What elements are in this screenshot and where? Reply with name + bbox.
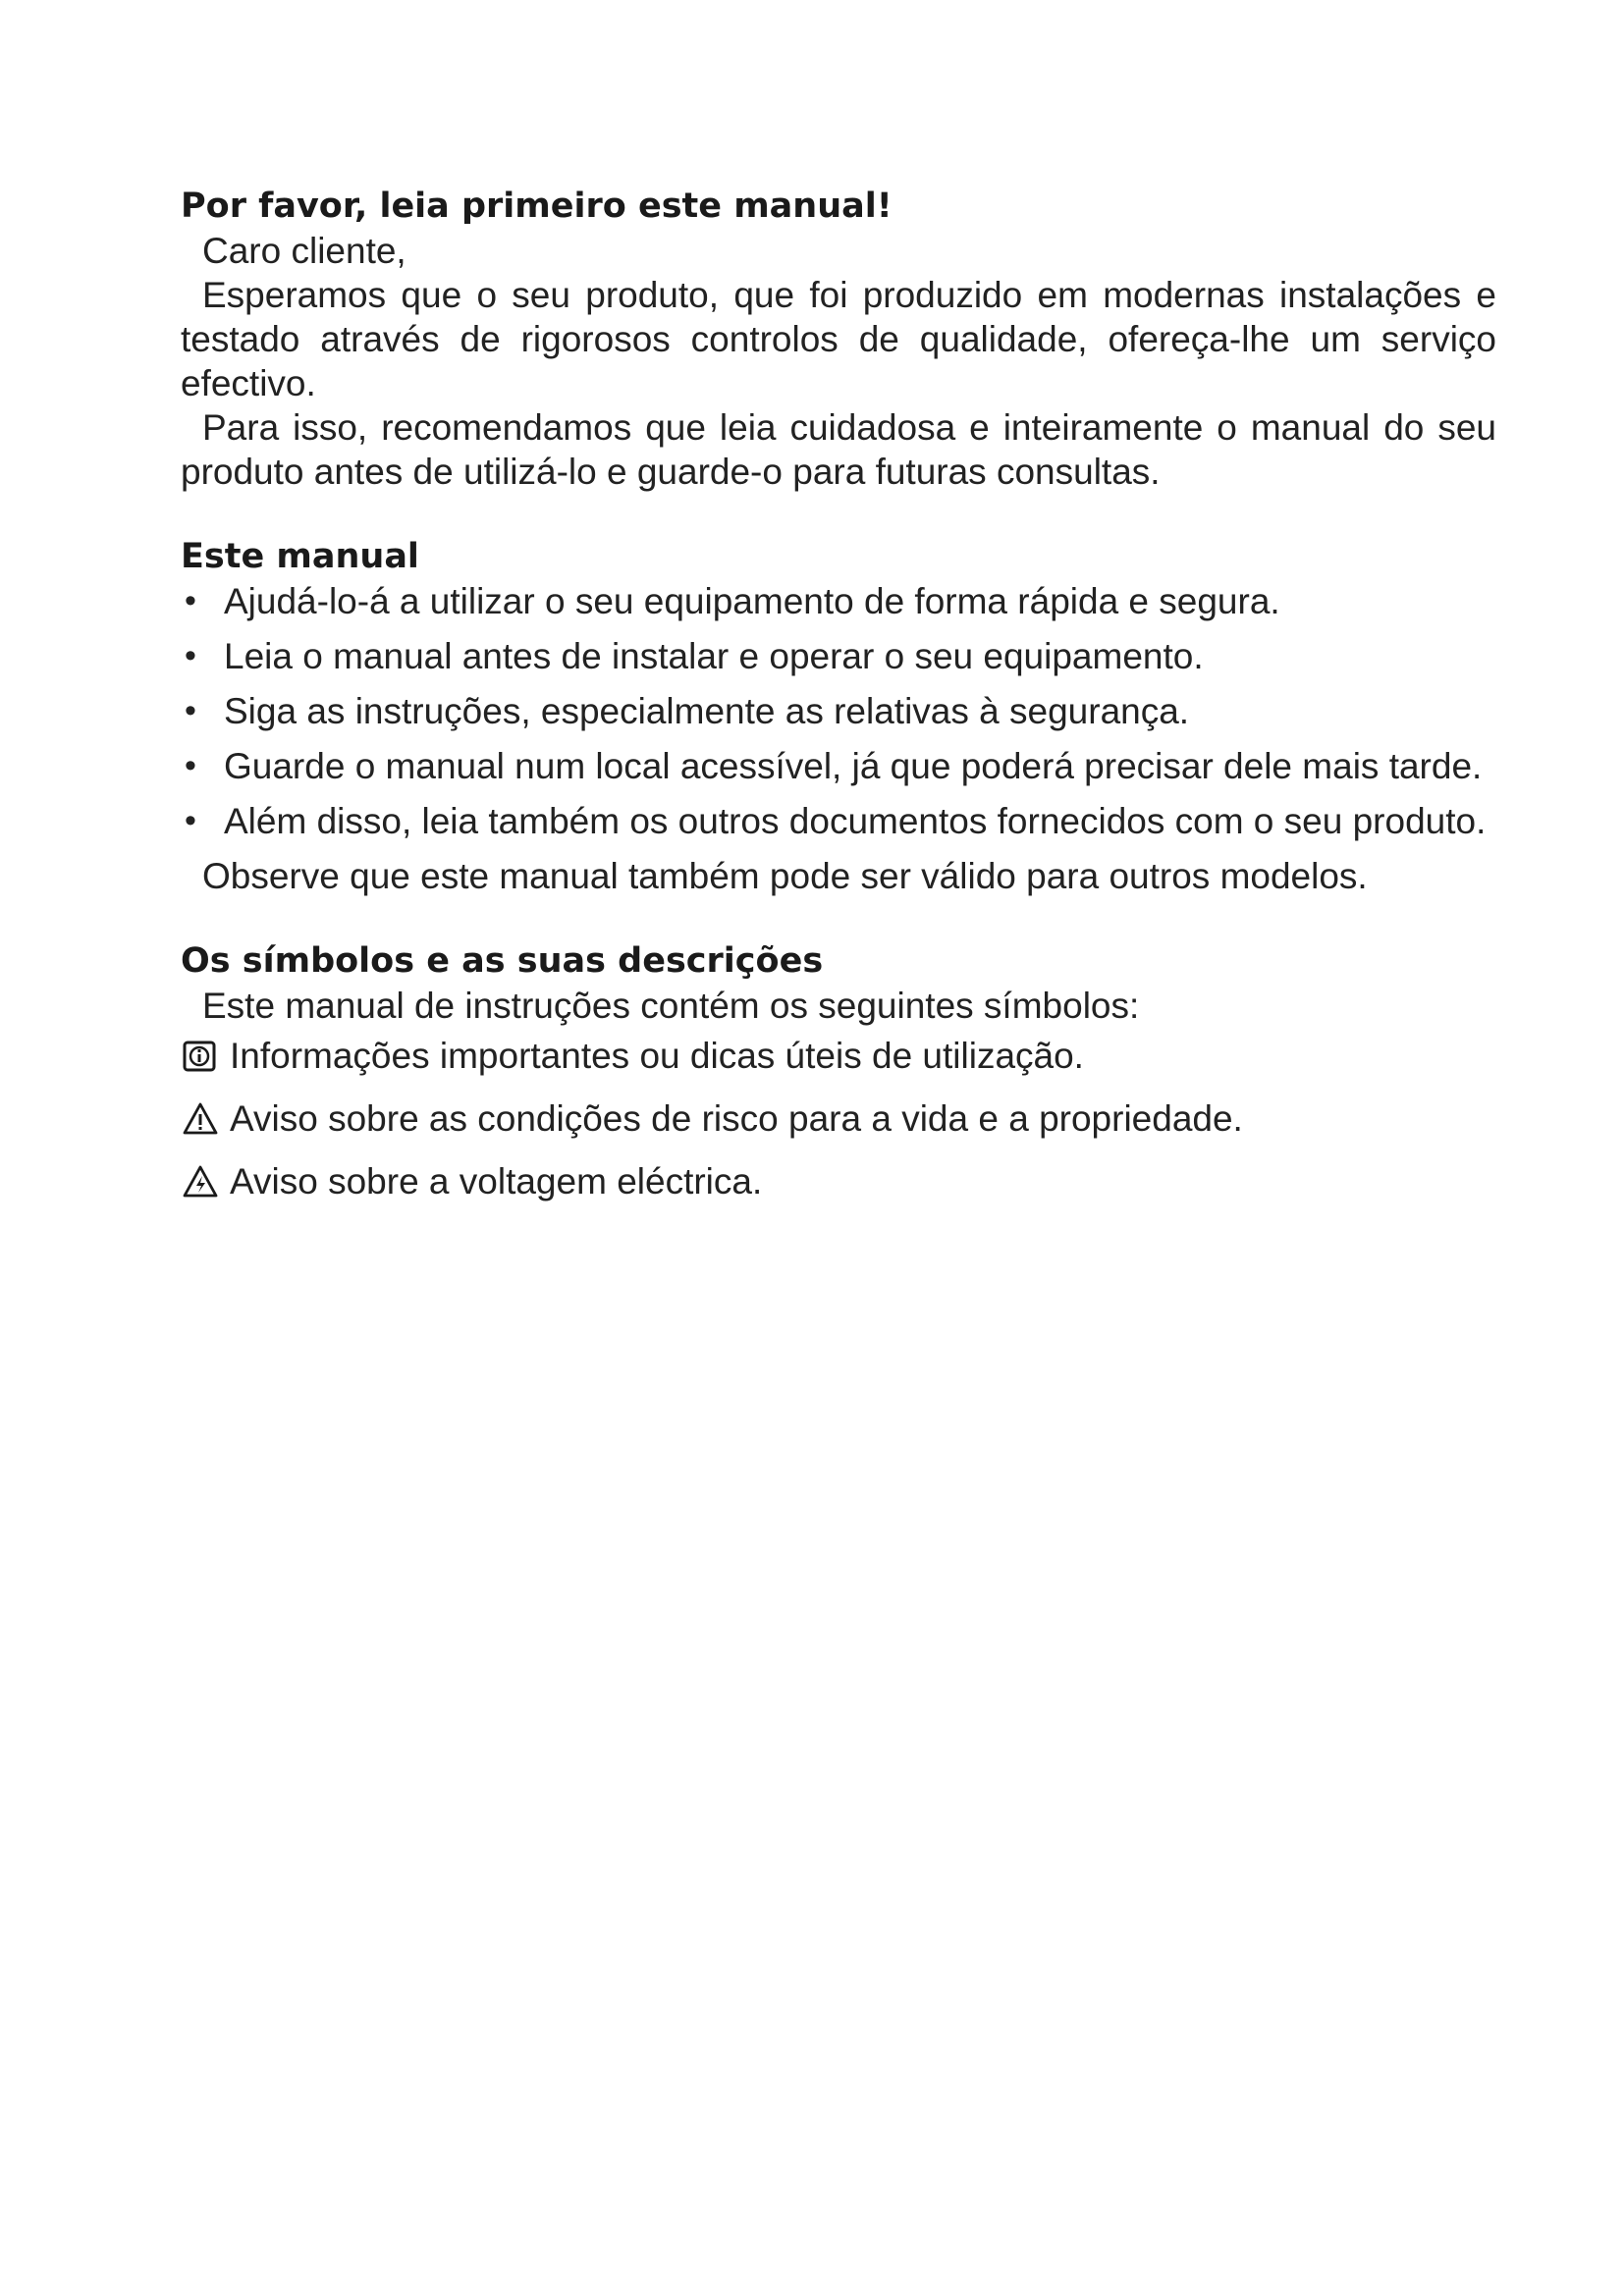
symbol-description: Aviso sobre a voltagem eléctrica. <box>230 1161 763 1201</box>
models-note: Observe que este manual também pode ser válido para outros modelos. <box>202 856 1368 896</box>
symbols-heading: Os símbolos e as suas descrições <box>181 941 824 981</box>
symbol-row-electric <box>181 1159 1496 1203</box>
info-icon <box>181 1037 220 1076</box>
symbol-row-info <box>181 1034 1496 1078</box>
electric-warning-icon <box>181 1162 220 1201</box>
greeting: Caro cliente, <box>202 231 406 271</box>
list-item: • Ajudá-lo-á a utilizar o seu equipamento de forma rápida e segura. <box>185 581 1280 621</box>
intro-paragraph-2: Para isso, recomendamos que leia cuidadosa e inteiramente o manual do seu produto antes de utilizá-lo e guarde-o para futuras consultas. <box>181 407 1496 492</box>
intro-heading: Por favor, leia primeiro este manual! <box>181 187 893 226</box>
warning-icon <box>181 1099 220 1139</box>
list-item: • Siga as instruções, especialmente as relativas à segurança. <box>185 691 1190 731</box>
list-item: • Além disso, leia também os outros documentos fornecidos com o seu produto. <box>185 801 1487 841</box>
bullet-icon: • <box>185 692 196 729</box>
intro-section <box>181 185 1496 494</box>
symbol-row-warning <box>181 1096 1496 1141</box>
symbols-section <box>181 939 1496 1203</box>
bullet-icon: • <box>185 637 196 674</box>
symbol-description: Informações importantes ou dicas úteis de utilização. <box>230 1036 1084 1076</box>
list-item: • Leia o manual antes de instalar e operar o seu equipamento. <box>185 636 1204 676</box>
bullet-icon: • <box>185 582 196 619</box>
manual-bullet-list <box>181 579 1496 843</box>
bullet-icon: • <box>185 802 196 839</box>
bullet-icon: • <box>185 747 196 784</box>
symbols-intro: Este manual de instruções contém os seguintes símbolos: <box>202 986 1140 1026</box>
symbol-description: Aviso sobre as condições de risco para a vida e a propriedade. <box>230 1098 1243 1139</box>
manual-page <box>181 185 1496 1203</box>
manual-heading: Este manual <box>181 537 419 576</box>
list-item: • Guarde o manual num local acessível, já que poderá precisar dele mais tarde. <box>185 746 1483 786</box>
intro-paragraph-1: Esperamos que o seu produto, que foi produzido em modernas instalações e testado através de rigorosos controlos de qualidade, ofereça-lhe um serviço efectivo. <box>181 275 1496 403</box>
manual-section <box>181 535 1496 898</box>
